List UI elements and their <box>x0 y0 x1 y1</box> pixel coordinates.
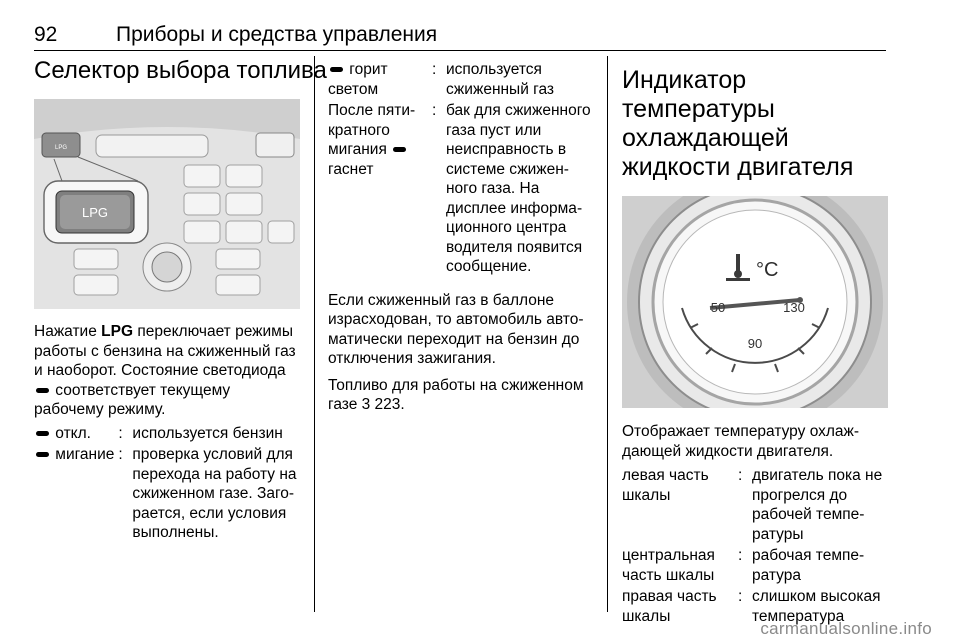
intro-paragraph <box>34 322 300 420</box>
auto-switch-paragraph: Если сжиженный газ в баллоне израсходован, то автомобиль автоматически переходит на бензин до отключения зажигания. <box>328 291 584 367</box>
colon: : <box>118 446 123 463</box>
led-state-term: откл. <box>34 424 118 444</box>
led-state-table <box>34 424 300 543</box>
reference-paragraph: Топливо для работы на сжиженном газе 3 223. <box>328 376 584 413</box>
gauge-zone-term: правая часть шкалы <box>622 588 717 625</box>
led-icon <box>36 431 49 436</box>
gauge-zone-desc: рабочая температура <box>752 547 865 584</box>
page-reference[interactable]: 223. <box>370 396 405 413</box>
arrow-reference-icon: 3 <box>361 396 371 413</box>
led-icon <box>393 147 406 152</box>
lpg-button-illustration <box>34 99 300 309</box>
led-state-term: горит светом <box>328 61 388 98</box>
led-state-term: После пятикратного мигания гаснет <box>328 102 416 178</box>
colon: : <box>118 424 123 442</box>
coolant-gauge-illustration <box>622 196 888 408</box>
led-state-desc: используется бензин <box>132 424 283 442</box>
column-divider <box>314 56 315 612</box>
page-number: 92 <box>34 23 58 46</box>
gauge-zone-term: левая часть шкалы <box>622 467 709 504</box>
lpg-label-large: LPG <box>81 205 109 220</box>
led-icon <box>330 67 343 72</box>
watermark: carmanualsonline.info <box>760 619 932 638</box>
led-icon <box>36 388 49 393</box>
section-heading: Индикатор температуры охлаждающей жидкости двигателя <box>622 66 854 181</box>
led-icon <box>36 452 49 457</box>
coolant-section <box>622 66 888 626</box>
colon: : <box>738 467 743 484</box>
colon: : <box>432 61 437 78</box>
coolant-gauge-drawing <box>622 196 888 408</box>
gauge-zone-term: центральная часть шкалы <box>622 547 715 584</box>
led-state-table <box>328 60 594 277</box>
page-header <box>34 22 886 51</box>
section-heading: Селектор выбора топлива <box>34 57 327 84</box>
fuel-selector-continued <box>328 60 594 415</box>
gauge-unit-label: °C <box>756 259 779 281</box>
led-state-desc: проверка условий для перехода на работу на сжиженном газе. Загорается, если условия выполнены. <box>132 446 297 541</box>
intro-text: Нажатие <box>34 323 102 340</box>
column-divider <box>607 56 608 612</box>
led-state-desc: бак для сжиженного газа пуст или неисправность в системе сжиженного газа. На дисплее информационного центра водителя появится сообщение. <box>446 102 591 275</box>
colon: : <box>432 102 437 119</box>
led-state-term: мигание <box>34 445 118 543</box>
gauge-zone-desc: слишком высокая температура <box>752 588 881 625</box>
dashboard-panel-drawing <box>34 99 300 309</box>
colon: : <box>738 588 743 605</box>
lpg-label-small: LPG <box>54 145 68 151</box>
lpg-term: LPG <box>101 323 134 340</box>
coolant-description: Отображает температуру охлаждающей жидкости двигателя. <box>622 423 860 460</box>
gauge-zone-table <box>622 466 888 626</box>
intro-text: соответствует текущему рабочему режиму. <box>34 381 231 418</box>
led-state-desc: используется сжиженный газ <box>446 61 555 98</box>
gauge-label-90: 90 <box>747 336 763 351</box>
gauge-zone-desc: двигатель пока не прогрелся до рабочей температуры <box>752 467 883 543</box>
colon: : <box>738 547 743 564</box>
intro-text: переключает режимы работы с бензина на сжиженный газ и наоборот. Состояние светодиода <box>34 323 296 379</box>
fuel-selector-section <box>34 56 327 543</box>
gauge-label-130: 130 <box>783 300 805 315</box>
gauge-label-50: 50 <box>710 300 726 315</box>
running-title: Приборы и средства управления <box>116 23 438 46</box>
